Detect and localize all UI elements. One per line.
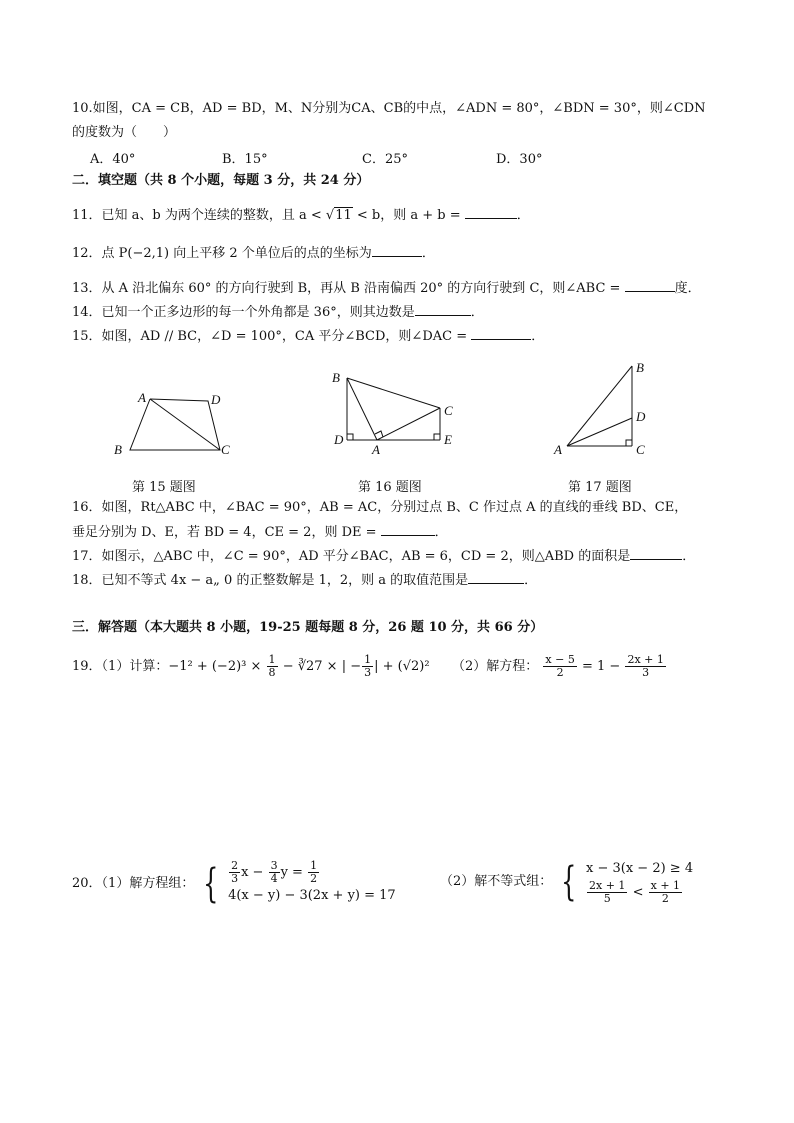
q17: 17．如图示，△ABC 中，∠C = 90°，AD 平分∠BAC，AB = 6，CD = 2，则△ABD 的面积是 ． xyxy=(72,549,696,564)
q20-ineq2: $\frac{2x + 1}{5}$ < $\frac{x + 1}{2}$ xyxy=(589,879,681,905)
q12-answer-blank xyxy=(372,244,422,257)
q11-answer-blank xyxy=(465,206,517,219)
figure-16 xyxy=(330,368,470,458)
q10-line2: 的度数为（ ） xyxy=(72,125,177,140)
q12: 12．点 P(−2,1) 向上平移 2 个单位后的点的坐标为 ． xyxy=(72,246,435,261)
q20-eq2: 4(x − y) − 3(2x + y) = 17 xyxy=(228,888,396,903)
fig15-label-d: D xyxy=(211,392,221,407)
q20-ineq1: x − 3(x − 2) ≥ 4 xyxy=(586,861,694,876)
fig16-segment-bc xyxy=(347,378,440,408)
q10-line1: 10.如图，CA = CB，AD = BD，M、N分别为CA、CB的中点，∠ADN = 80°，∠BDN = 30°，则∠CDN xyxy=(72,101,706,116)
section3-heading: 三．解答题（本大题共 8 小题，19-25 题每题 8 分，26 题 10 分，共 66 分） xyxy=(72,620,544,635)
fig17-label-d: D xyxy=(636,409,646,424)
q20-equation-system xyxy=(228,860,396,907)
q16-answer-blank xyxy=(381,523,435,536)
fig16-label-a: A xyxy=(372,442,380,457)
fig16-right-angle-d xyxy=(347,434,353,440)
fig16-label-d: D xyxy=(334,432,344,447)
fig17-segment-ab xyxy=(567,366,632,446)
q13-answer-blank xyxy=(625,279,675,292)
q10-option-a: A．40° xyxy=(90,152,136,167)
fig17-right-angle-c xyxy=(626,440,632,446)
fig17-segment-ad xyxy=(567,418,632,446)
caption-fig17: 第 17 题图 xyxy=(568,480,632,495)
q10-option-c: C．25° xyxy=(362,152,408,167)
caption-fig15: 第 15 题图 xyxy=(132,480,196,495)
fig16-label-c: C xyxy=(444,403,453,418)
q20-system-brace-2: { xyxy=(561,858,577,905)
figure-17 xyxy=(552,358,662,458)
section2-heading: 二．填空题（共 8 个小题，每题 3 分，共 24 分） xyxy=(72,173,370,188)
fig15-label-c: C xyxy=(221,442,230,457)
fig16-label-e: E xyxy=(444,432,452,447)
q20-inequality-system xyxy=(586,858,693,905)
fig15-label-b: B xyxy=(114,442,122,457)
q19-fraction-one-third: $\frac{1}{3}$ xyxy=(364,653,372,679)
fig16-label-b: B xyxy=(332,370,340,385)
q16-line2: 垂足分别为 D、E，若 BD = 4，CE = 2，则 DE = ． xyxy=(72,525,448,540)
fig16-right-angle-e xyxy=(434,434,440,440)
q19-part1: 19．（1）计算：−1² + (−2)³ × $\frac{1}{8}$ − ∛27 × | − $\frac{1}{3}$ | + (√2)² xyxy=(72,653,430,679)
fig15-trapezoid xyxy=(130,399,220,450)
fig17-label-c: C xyxy=(636,442,645,457)
fig15-label-a: A xyxy=(138,390,146,405)
figure-15 xyxy=(108,388,238,460)
q15: 15．如图，AD // BC，∠D = 100°，CA 平分∠BCD，则∠DAC = ． xyxy=(72,329,545,344)
q17-answer-blank xyxy=(630,547,682,560)
q20-part2: （2）解不等式组： { x − 3(x − 2) ≥ 4 $\frac{2x + 1}{5}$ < $\frac{x + 1}{2}$ xyxy=(440,858,694,905)
q10-option-d: D．30° xyxy=(496,152,543,167)
q18-answer-blank xyxy=(468,571,524,584)
fig17-label-a: A xyxy=(554,442,562,457)
fig17-label-b: B xyxy=(636,360,644,375)
q20-part1: 20．（1）解方程组： { $\frac{2}{3}$ x − $\frac{3}{4}$ y = $\frac{1}{2}$ 4(x − y) − 3(2x + y) = 17 xyxy=(72,859,396,907)
q20-system-brace-1: { xyxy=(203,860,219,907)
q11: 11．已知 a、b 为两个连续的整数，且 a < √11 < b，则 a + b = ． xyxy=(72,208,530,223)
fig16-segment-ba xyxy=(347,378,377,440)
q19-part2: （2）解方程： $\frac{x - 5}{2}$ = 1 − $\frac{2x + 1}{3}$ xyxy=(452,653,664,679)
q16-line1: 16．如图，Rt△ABC 中，∠BAC = 90°，AB = AC，分别过点 B、C 作过点 A 的直线的垂线 BD、CE， xyxy=(72,500,688,515)
fig16-right-angle-a xyxy=(375,431,383,437)
q10-option-b: B．15° xyxy=(222,152,268,167)
q14-answer-blank xyxy=(415,303,471,316)
caption-fig16: 第 16 题图 xyxy=(358,480,422,495)
q18: 18．已知不等式 4x − a„ 0 的正整数解是 1，2，则 a 的取值范围是 ． xyxy=(72,573,538,588)
q13: 13．从 A 沿北偏东 60° 的方向行驶到 B，再从 B 沿南偏西 20° 的方向行驶到 C，则∠ABC = 度． xyxy=(72,281,701,296)
q20-eq1: $\frac{2}{3}$ x − $\frac{3}{4}$ y = $\frac{1}{2}$ xyxy=(231,859,318,885)
q19-fraction-rhs: $\frac{2x + 1}{3}$ xyxy=(627,653,664,679)
q15-answer-blank xyxy=(471,327,531,340)
q19-fraction-lhs: $\frac{x - 5}{2}$ xyxy=(545,653,575,679)
q14: 14．已知一个正多边形的每一个外角都是 36°，则其边数是 ． xyxy=(72,305,484,320)
fig16-segment-ac xyxy=(377,408,440,440)
q19-fraction-one-eighth: $\frac{1}{8}$ xyxy=(268,653,276,679)
